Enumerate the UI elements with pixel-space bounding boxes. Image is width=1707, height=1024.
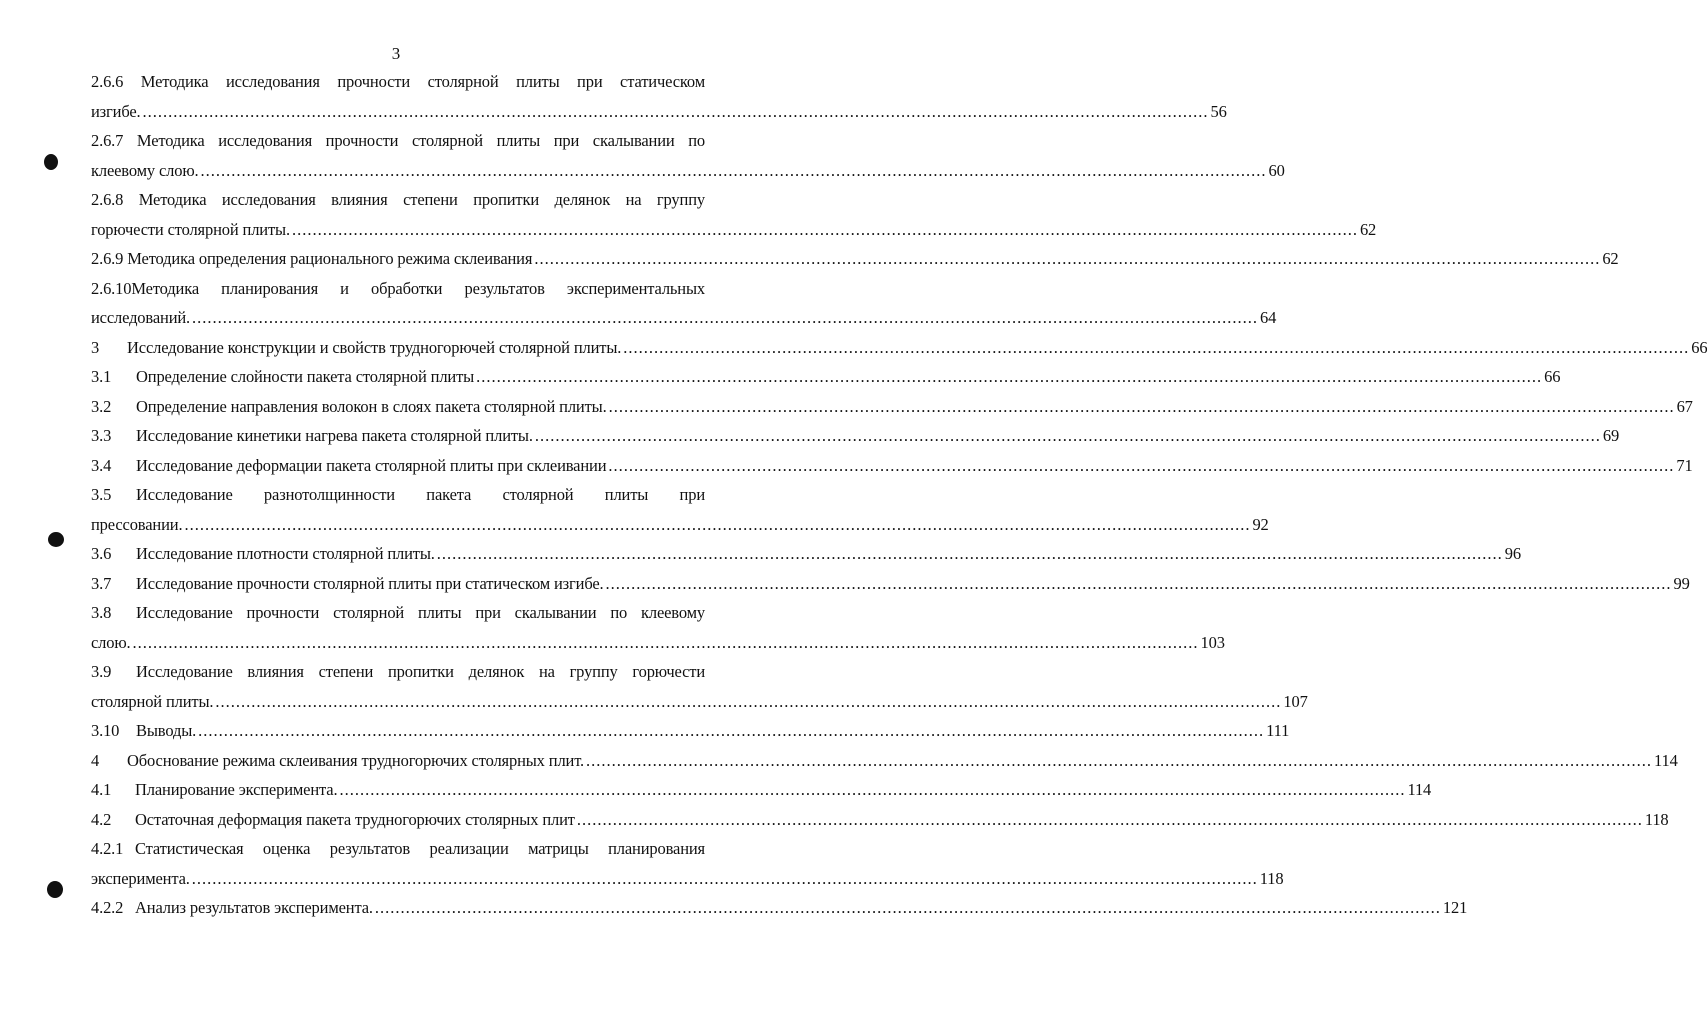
leader-dots (215, 687, 1281, 717)
toc-entry-3-9-line1 (91, 657, 705, 687)
toc-entry-text: Определение направления волокон в слоях пакета столярной плиты. (136, 396, 607, 416)
toc-page-number: 56 (1210, 101, 1227, 121)
toc-page-number: 114 (1407, 780, 1432, 799)
toc-entry-text: исследований. (91, 308, 191, 327)
leader-dots (201, 156, 1267, 186)
toc-page-number: 60 (1268, 160, 1285, 180)
toc-entry-text: клеевому слою. (91, 160, 199, 180)
scan-blot-mark (47, 881, 63, 898)
leader-dots (133, 628, 1199, 658)
toc-entry-number: 3.4 (91, 455, 112, 475)
toc-entry-4-2-1-line2[interactable] (91, 864, 1284, 894)
toc-entry-4-1[interactable] (91, 775, 1432, 805)
toc-entry-3-2[interactable] (91, 392, 1693, 422)
leader-dots (476, 362, 1542, 392)
leader-dots (184, 510, 1250, 540)
leader-dots (339, 775, 1405, 805)
toc-entry-text: изгибе. (91, 101, 141, 121)
toc-page-number: 121 (1442, 898, 1468, 917)
toc-entry-number: 4.1 (91, 780, 112, 799)
toc-entry-3-10[interactable] (91, 716, 1290, 746)
toc-entry-text: Статистическая оценка результатов реализации матрицы планирования (135, 839, 705, 858)
leader-dots (375, 893, 1441, 923)
toc-entry-text: Исследование прочности столярной плиты при статическом изгибе. (136, 573, 604, 593)
toc-entry-number: 4.2.1 (91, 839, 124, 858)
scan-blot-mark (48, 532, 64, 547)
toc-entry-text: прессовании. (91, 514, 183, 534)
toc-entry-2-6-6-line2[interactable] (91, 97, 1227, 127)
toc-entry-2-6-10-line2[interactable] (91, 303, 1277, 333)
toc-entry-text: Исследование влияния степени пропитки делянок на группу горючести (136, 662, 705, 681)
toc-entry-text: Исследование прочности столярной плиты при скалывании по клеевому (136, 603, 705, 622)
toc-entry-4-2[interactable] (91, 805, 1669, 835)
toc-entry-3-6[interactable] (91, 539, 1521, 569)
toc-entry-number: 4.2.2 (91, 898, 124, 917)
toc-entry-text: Определение слойности пакета столярной плиты (136, 367, 475, 386)
toc-page-number: 103 (1200, 632, 1225, 652)
leader-dots (192, 864, 1258, 894)
toc-page-number: 66 (1544, 367, 1561, 386)
toc-entry-number: 3.3 (91, 426, 112, 445)
leader-dots (606, 569, 1672, 599)
toc-page-number: 114 (1654, 750, 1678, 770)
toc-entry-4-2-1-line1 (91, 834, 705, 864)
toc-page-number: 71 (1676, 455, 1693, 475)
toc-entry-2-6-10-line1: 2.6.10Методика планирования и обработки результатов экспериментальных (91, 278, 705, 298)
toc-entry-3[interactable] (91, 333, 1707, 363)
leader-dots (535, 421, 1601, 451)
toc-entry-number: 3 (91, 337, 100, 357)
leader-dots (623, 333, 1689, 363)
toc-entry-text: Планирование эксперимента. (135, 780, 338, 799)
toc-entry-number: 4.2 (91, 809, 112, 829)
toc-entry-number: 3.6 (91, 544, 112, 563)
toc-entry-text: горючести столярной плиты. (91, 219, 290, 239)
toc-page-number: 111 (1266, 721, 1290, 740)
toc-page-number: 92 (1252, 514, 1269, 534)
toc-entry-text: Исследование плотности столярной плиты. (136, 544, 435, 563)
toc-page-number: 67 (1676, 396, 1693, 416)
toc-entry-4[interactable] (91, 746, 1678, 776)
leader-dots (192, 303, 1258, 333)
toc-page-number: 118 (1259, 868, 1284, 888)
toc-entry-3-4[interactable] (91, 451, 1693, 481)
toc-entry-text: Выводы. (136, 721, 197, 740)
toc-entry-number: 3.8 (91, 603, 112, 622)
toc-entry-number: 3.10 (91, 721, 120, 740)
toc-page-number: 99 (1673, 573, 1690, 593)
toc-entry-text: столярной плиты. (91, 691, 214, 711)
toc-entry-number: 3.1 (91, 367, 112, 386)
toc-entry-text: Обоснование режима склеивания трудногорючих столярных плит. (127, 750, 585, 770)
leader-dots (198, 716, 1264, 746)
toc-page-number: 107 (1283, 691, 1308, 711)
toc-entry-text: 2.6.9 Методика определения рационального режима склеивания (91, 249, 533, 268)
leader-dots (608, 451, 1674, 481)
toc-entry-text: Исследование кинетики нагрева пакета столярной плиты. (136, 426, 533, 445)
toc-entry-3-3[interactable] (91, 421, 1620, 451)
toc-page-number: 118 (1644, 809, 1669, 829)
toc-entry-number: 3.5 (91, 485, 112, 504)
toc-entry-2-6-7-line2[interactable] (91, 156, 1285, 186)
toc-entry-text: Остаточная деформация пакета трудногорючих столярных плит (135, 809, 575, 829)
toc-entry-number: 3.7 (91, 573, 112, 593)
leader-dots (609, 392, 1675, 422)
toc-entry-4-2-2[interactable] (91, 893, 1468, 923)
scan-blot-mark (44, 154, 58, 170)
toc-entry-2-6-9[interactable] (91, 244, 1619, 274)
page-number: 3 (391, 44, 401, 63)
toc-entry-2-6-8-line1: 2.6.8 Методика исследования влияния степени пропитки делянок на группу (91, 190, 705, 209)
toc-entry-2-6-7-line1: 2.6.7 Методика исследования прочности столярной плиты при скалывании по (91, 131, 705, 150)
toc-page-number: 62 (1359, 219, 1377, 239)
toc-entry-2-6-6-line1: 2.6.6 Методика исследования прочности столярной плиты при статическом (91, 72, 705, 91)
toc-entry-3-5-line1 (91, 480, 705, 510)
toc-page-number: 96 (1504, 544, 1521, 563)
toc-entry-number: 4 (91, 750, 100, 770)
toc-entry-number: 3.9 (91, 662, 112, 681)
toc-entry-3-7[interactable] (91, 569, 1690, 599)
toc-page-number: 62 (1602, 249, 1619, 268)
leader-dots (586, 746, 1652, 776)
toc-entry-text: Исследование конструкции и свойств трудногорючей столярной плиты. (127, 337, 622, 357)
toc-entry-number: 3.2 (91, 396, 112, 416)
table-of-contents (91, 67, 1707, 923)
leader-dots (292, 215, 1358, 245)
toc-entry-3-1[interactable] (91, 362, 1561, 392)
toc-entry-text: Исследование деформации пакета столярной плиты при склеивании (136, 455, 607, 475)
toc-entry-text: эксперимента. (91, 868, 190, 888)
toc-entry-3-5-line2[interactable] (91, 510, 1269, 540)
toc-entry-text: слою. (91, 632, 131, 652)
toc-page-number: 66 (1691, 337, 1707, 357)
leader-dots (143, 97, 1209, 127)
toc-entry-3-9-line2[interactable] (91, 687, 1308, 717)
toc-page-number: 69 (1602, 426, 1620, 445)
toc-entry-text: Исследование разнотолщинности пакета столярной плиты при (136, 485, 705, 504)
toc-entry-3-8-line2[interactable] (91, 628, 1225, 658)
toc-page-number: 64 (1260, 308, 1277, 327)
toc-entry-2-6-8-line2[interactable] (91, 215, 1377, 245)
leader-dots (534, 244, 1600, 274)
leader-dots (437, 539, 1503, 569)
toc-entry-3-8-line1 (91, 598, 705, 628)
leader-dots (577, 805, 1643, 835)
toc-entry-text: Анализ результатов эксперимента. (135, 898, 373, 917)
